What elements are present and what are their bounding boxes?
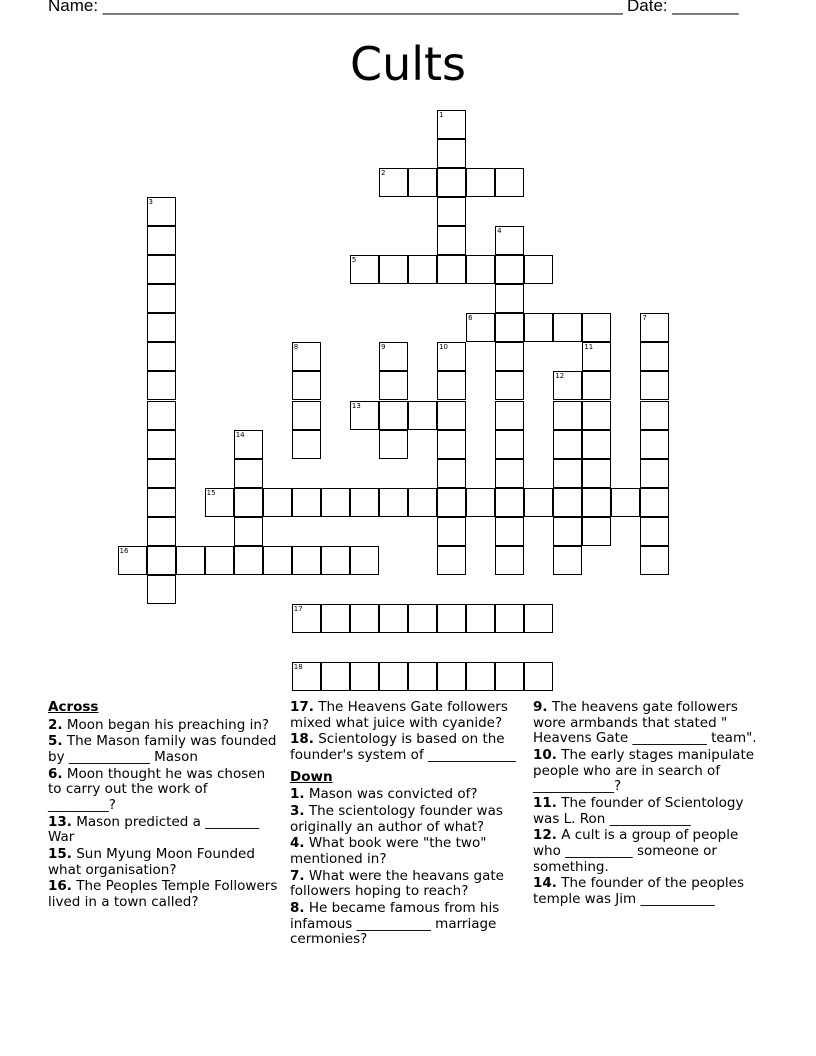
grid-cell[interactable] (437, 488, 466, 517)
clue-item (48, 847, 278, 878)
clue-item (290, 901, 518, 948)
grid-cell[interactable] (234, 488, 263, 517)
grid-cell[interactable] (350, 604, 379, 633)
grid-cell[interactable] (321, 488, 350, 517)
grid-cell[interactable] (495, 662, 524, 691)
grid-cell[interactable] (553, 371, 582, 400)
grid-cell[interactable] (437, 255, 466, 284)
grid-cell[interactable] (350, 546, 379, 575)
clue-number-label: 5. (48, 733, 63, 750)
clue-number: 5 (351, 256, 357, 265)
clue-text: Mason predicted a ________ War (48, 813, 260, 846)
grid-cell[interactable] (640, 546, 669, 575)
clue-number: 16 (119, 546, 129, 555)
grid-cell[interactable] (553, 459, 582, 488)
clue-number: 8 (293, 343, 299, 352)
clue-item (290, 804, 518, 835)
clue-item (48, 718, 278, 734)
grid-cell[interactable] (437, 197, 466, 226)
grid-cell[interactable] (350, 662, 379, 691)
grid-cell[interactable] (292, 604, 321, 633)
across-heading: Across (48, 699, 99, 715)
clue-text: The early stages manipulate people who are in search of ____________? (533, 746, 755, 795)
clue-number: 4 (497, 227, 502, 236)
clue-text: What were the heavans gate followers hoping to reach? (290, 867, 504, 900)
grid-cell[interactable] (495, 517, 524, 546)
grid-cell[interactable] (437, 459, 466, 488)
clue-text: The Heavens Gate followers mixed what juice with cyanide? (290, 699, 508, 731)
clue-text: Moon began his preaching in? (62, 716, 270, 733)
grid-cell[interactable] (292, 371, 321, 400)
grid-cell[interactable] (437, 226, 466, 255)
grid-cell[interactable] (640, 459, 669, 488)
grid-cell[interactable] (495, 284, 524, 313)
grid-cell[interactable] (495, 401, 524, 430)
clue-number-label: 18. (290, 731, 314, 748)
clue-number-label: 12. (533, 827, 557, 844)
grid-cell[interactable] (379, 662, 408, 691)
grid-cell[interactable] (234, 459, 263, 488)
clue-number: 2 (380, 169, 386, 178)
clue-number: 1 (439, 111, 444, 119)
clue-number: 3 (148, 198, 154, 207)
grid-cell[interactable] (495, 168, 524, 197)
clue-item (533, 700, 763, 747)
clue-item (48, 734, 278, 765)
grid-cell[interactable] (466, 313, 495, 342)
clue-number: 17 (293, 604, 303, 613)
grid-cell[interactable] (147, 517, 176, 546)
clue-number: 6 (468, 314, 473, 323)
grid-cell[interactable] (147, 546, 176, 575)
grid-cell[interactable] (466, 604, 495, 633)
grid-cell[interactable] (466, 488, 495, 517)
grid-cell[interactable] (147, 284, 176, 313)
grid-cell[interactable] (466, 168, 495, 197)
grid-cell[interactable] (408, 255, 437, 284)
clue-number-label: 15. (48, 846, 72, 863)
date-field-label: Date: _______ (627, 0, 739, 15)
grid-cell[interactable] (640, 488, 669, 517)
grid-cell[interactable] (553, 488, 582, 517)
clue-number-label: 7. (290, 867, 305, 884)
clue-item (533, 748, 763, 795)
clue-number-label: 6. (48, 765, 63, 782)
grid-cell[interactable] (466, 662, 495, 691)
grid-cell[interactable] (553, 517, 582, 546)
grid-cell[interactable] (495, 226, 524, 255)
clue-number: 10 (439, 343, 448, 352)
grid-cell[interactable] (553, 313, 582, 342)
grid-cell[interactable] (437, 139, 466, 168)
grid-cell[interactable] (524, 662, 553, 691)
clue-item (48, 767, 278, 814)
grid-cell[interactable] (495, 430, 524, 459)
grid-cell[interactable] (379, 168, 408, 197)
grid-cell[interactable] (147, 226, 176, 255)
grid-cell[interactable] (553, 430, 582, 459)
clue-number-label: 14. (533, 875, 557, 892)
grid-cell[interactable] (640, 313, 669, 342)
clue-item (48, 879, 278, 910)
grid-cell[interactable] (495, 371, 524, 400)
clue-number-label: 13. (48, 813, 72, 830)
clue-number-label: 2. (48, 716, 63, 733)
clue-number-label: 1. (290, 786, 305, 803)
grid-cell[interactable] (582, 342, 611, 371)
clue-number: 13 (351, 401, 361, 410)
grid-cell[interactable] (553, 401, 582, 430)
clue-number-label: 3. (290, 802, 305, 819)
grid-cell[interactable] (495, 604, 524, 633)
clue-text: The scientology founder was originally an author of what? (290, 802, 503, 835)
clue-item (533, 876, 763, 907)
grid-cell[interactable] (234, 517, 263, 546)
clue-number: 18 (293, 662, 303, 671)
clue-number: 11 (584, 343, 594, 352)
grid-cell[interactable] (292, 342, 321, 371)
grid-cell[interactable] (408, 662, 437, 691)
clue-number: 14 (235, 430, 245, 439)
grid-cell[interactable] (147, 197, 176, 226)
grid-cell[interactable] (292, 401, 321, 430)
grid-cell[interactable] (582, 517, 611, 546)
grid-cell[interactable] (437, 662, 466, 691)
grid-cell[interactable] (495, 255, 524, 284)
grid-cell[interactable] (147, 575, 176, 604)
grid-cell[interactable] (350, 255, 379, 284)
grid-cell[interactable] (147, 401, 176, 430)
clue-number-label: 16. (48, 878, 72, 895)
clue-text: The heavens gate followers wore armbands that stated " Heavens Gate ___________ team". (533, 699, 757, 747)
grid-cell[interactable] (524, 313, 553, 342)
clue-number-label: 10. (533, 746, 557, 763)
grid-cell[interactable] (640, 371, 669, 400)
grid-cell[interactable] (437, 604, 466, 633)
grid-cell[interactable] (379, 342, 408, 371)
clue-text: Moon thought he was chosen to carry out the work of _________? (48, 765, 266, 813)
clues-column-3 (533, 700, 763, 909)
page-title: Cults (349, 37, 467, 91)
grid-cell[interactable] (640, 430, 669, 459)
clue-number-label: 9. (533, 699, 548, 715)
clue-text: The Mason family was founded by ____________ Mason (48, 733, 277, 765)
clue-item (290, 869, 518, 900)
grid-cell[interactable] (234, 546, 263, 575)
grid-cell[interactable] (466, 255, 495, 284)
clue-number: 9 (380, 343, 386, 352)
grid-cell[interactable] (118, 546, 147, 575)
grid-cell[interactable] (205, 488, 234, 517)
grid-cell[interactable] (437, 546, 466, 575)
clue-number-label: 4. (290, 835, 305, 852)
grid-cell[interactable] (379, 255, 408, 284)
grid-cell[interactable] (495, 313, 524, 342)
grid-cell[interactable] (582, 459, 611, 488)
grid-cell[interactable] (524, 488, 553, 517)
grid-cell[interactable] (379, 371, 408, 400)
clue-number: 7 (642, 314, 647, 323)
clue-item (533, 828, 763, 875)
clue-item (533, 796, 763, 827)
grid-cell[interactable] (437, 168, 466, 197)
grid-cell[interactable] (582, 430, 611, 459)
clue-item (290, 836, 518, 867)
grid-cell[interactable] (524, 604, 553, 633)
clue-text: The founder of the peoples temple was Jim ___________ (533, 875, 744, 907)
grid-cell[interactable] (495, 488, 524, 517)
clue-item (290, 700, 518, 731)
grid-cell[interactable] (147, 313, 176, 342)
grid-cell[interactable] (495, 342, 524, 371)
grid-cell[interactable] (263, 546, 292, 575)
grid-cell[interactable] (495, 546, 524, 575)
grid-cell[interactable] (437, 342, 466, 371)
grid-cell[interactable] (582, 371, 611, 400)
clue-item (48, 815, 278, 846)
grid-cell[interactable] (640, 342, 669, 371)
grid-cell[interactable] (437, 110, 466, 139)
clue-text: The Peoples Temple Followers lived in a town called? (48, 878, 278, 911)
grid-cell[interactable] (437, 430, 466, 459)
grid-cell[interactable] (350, 488, 379, 517)
clue-number: 15 (206, 488, 216, 497)
grid-cell[interactable] (379, 488, 408, 517)
grid-cell[interactable] (147, 430, 176, 459)
grid-cell[interactable] (640, 401, 669, 430)
grid-cell[interactable] (582, 488, 611, 517)
grid-cell[interactable] (408, 488, 437, 517)
grid-cell[interactable] (321, 604, 350, 633)
grid-cell[interactable] (379, 604, 408, 633)
grid-cell[interactable] (640, 517, 669, 546)
grid-cell[interactable] (292, 546, 321, 575)
clue-number: 12 (555, 372, 565, 381)
clue-text: A cult is a group of people who __________ someone or something. (533, 827, 739, 875)
grid-cell[interactable] (437, 517, 466, 546)
clue-text: The founder of Scientology was L. Ron ____________ (533, 794, 744, 827)
grid-cell[interactable] (582, 313, 611, 342)
grid-cell[interactable] (234, 430, 263, 459)
grid-cell[interactable] (147, 488, 176, 517)
grid-cell[interactable] (611, 488, 640, 517)
grid-cell[interactable] (147, 459, 176, 488)
grid-cell[interactable] (321, 662, 350, 691)
grid-cell[interactable] (147, 255, 176, 284)
clues-column-2 (290, 700, 518, 949)
clue-text: Sun Myung Moon Founded what organisation? (48, 846, 255, 878)
clue-number-label: 17. (290, 699, 314, 715)
clue-item (290, 787, 518, 803)
grid-cell[interactable] (147, 342, 176, 371)
grid-cell[interactable] (437, 401, 466, 430)
grid-cell[interactable] (321, 546, 350, 575)
grid-cell[interactable] (379, 430, 408, 459)
grid-cell[interactable] (408, 604, 437, 633)
clue-text: Scientology is based on the founder's system of _____________ (290, 731, 516, 763)
grid-cell[interactable] (437, 371, 466, 400)
clue-number-label: 11. (533, 794, 557, 811)
grid-cell[interactable] (379, 401, 408, 430)
clue-text: What book were "the two" mentioned in? (290, 835, 487, 867)
grid-cell[interactable] (408, 168, 437, 197)
name-field-label: Name: _______________________________________________________ (48, 0, 623, 15)
grid-cell[interactable] (292, 488, 321, 517)
clue-text: He became famous from his infamous ___________ marriage cermonies? (290, 900, 500, 948)
grid-cell[interactable] (582, 401, 611, 430)
grid-cell[interactable] (176, 546, 205, 575)
grid-cell[interactable] (553, 546, 582, 575)
grid-cell[interactable] (495, 459, 524, 488)
grid-cell[interactable] (408, 401, 437, 430)
clues-column-1 (48, 700, 278, 912)
clue-number-label: 8. (290, 900, 305, 917)
grid-cell[interactable] (350, 401, 379, 430)
grid-cell[interactable] (524, 255, 553, 284)
clue-text: Mason was convicted of? (304, 786, 478, 803)
grid-cell[interactable] (292, 662, 321, 691)
grid-cell[interactable] (263, 488, 292, 517)
grid-cell[interactable] (292, 430, 321, 459)
grid-cell[interactable] (147, 371, 176, 400)
down-heading: Down (290, 768, 333, 785)
clue-item (290, 732, 518, 763)
grid-cell[interactable] (205, 546, 234, 575)
